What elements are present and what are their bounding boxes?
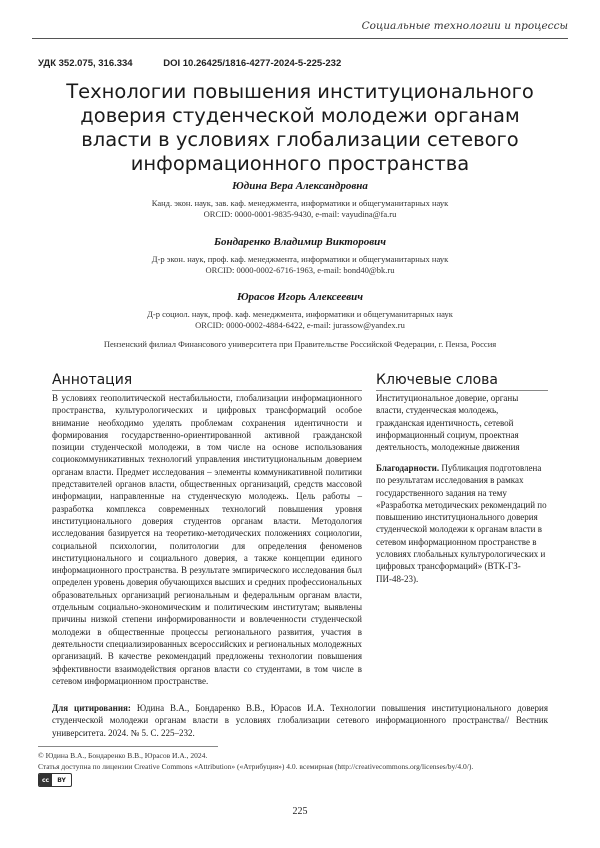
citation-text: Юдина В.А., Бондаренко В.В., Юрасов И.А. Технологии повышения институционального доверия студенческой молодежи органам власти в условиях глобализации сетевого информационного пространства// Вестник университета. 2024. № 5. С. 225–232. xyxy=(52,703,548,738)
keywords-heading: Ключевые слова xyxy=(376,372,498,388)
abstract-rule xyxy=(52,390,362,391)
author-block xyxy=(100,291,500,331)
license-notice: Статья доступна по лицензии Creative Commons «Attribution» («Атрибуция») 4.0. всемирная (http://creativecommons.org/licenses/by/4.0/). xyxy=(38,762,474,771)
citation-label: Для цитирования: xyxy=(52,703,131,713)
author-name: Бондаренко Владимир Викторович xyxy=(213,236,386,248)
author-degree: Канд. экон. наук, зав. каф. менеджмента, информатики и общегуманитарных наук xyxy=(151,198,449,208)
by-icon: BY xyxy=(57,776,66,784)
copyright-notice: © Юдина В.А., Бондаренко В.В., Юрасов И.А., 2024. xyxy=(38,751,208,760)
author-name: Юрасов Игорь Алексеевич xyxy=(236,291,364,303)
footnote-rule xyxy=(38,746,218,747)
author-name: Юдина Вера Александровна xyxy=(232,180,368,192)
page-number: 225 xyxy=(292,806,308,817)
header-rule xyxy=(32,38,568,39)
acknowledgement-label: Благодарности. xyxy=(376,463,440,473)
acknowledgement-text: Публикация подготовлена по результатам исследования в рамках государственного задания на тему «Разработка методических рекомендаций по повышению институционального доверия студенческой молодежи к органам власти в сетевом информационном пространстве в условиях глобальных культурологических и цифровых трансформаций» (ВТК-ГЗ-ПИ-48-23). xyxy=(376,463,547,584)
citation xyxy=(52,702,548,739)
acknowledgement xyxy=(376,462,548,585)
author-block xyxy=(100,236,500,276)
udk-code: УДК 352.075, 316.334 xyxy=(38,58,133,69)
author-degree: Д-р социол. наук, проф. каф. менеджмента, информатики и общегуманитарных наук xyxy=(147,309,453,319)
article-title: Технологии повышения институционального доверия студенческой молодежи органам власти в условиях глобализации сетевого информационного пространства xyxy=(66,80,534,175)
cc-icon: cc xyxy=(39,774,52,786)
keywords-rule xyxy=(376,390,548,391)
abstract-text: В условиях геополитической нестабильности, глобализации информационного пространства, культурологических и цифровых трансформаций особое внимание необходимо уделять проблемам сохранения идентичности и формирования государственно-ориентированной активной гражданской позиции студенческой молодежи, в том числе на основе использования социокоммуникативных технологий управления институциональным доверием органам власти. Предмет исследования – элементы коммуникативной политики представителей органов власти, общественных организаций, средств массовой информации, направленные на студенческую молодежь. Цель работы – разработка комплекса современных технологий повышения уровня институционального доверия студентов органам власти. Методология исследования базируется на теоретико-методических положениях социологии, социальной психологии, политологии для определения феноменов институционального и социального доверия, а также концепции единого информационного пространства. В результате эмпирического исследования был определен уровень доверия обучающихся высших и средних профессиональных образовательных организаций региональным и федеральным органам власти, отдельным социально-экономическим и политическим институтам; выявлены причины низкой степени информированности и вовлеченности студенческой молодежи в общественные процессы регионального развития, участия в деятельности специализированных всероссийских и региональных молодежных организаций. В качестве рекомендаций предложены технологии повышения эффективности взаимодействия органов власти со студентами, в том числе в сетевом информационном пространстве. xyxy=(52,393,362,686)
cc-by-license-icon[interactable] xyxy=(38,773,72,787)
author-orcid: ORCID: 0000-0002-4884-6422, e-mail: jurassow@yandex.ru xyxy=(195,320,405,330)
author-orcid: ORCID: 0000-0002-6716-1963, e-mail: bond40@bk.ru xyxy=(205,265,395,275)
author-degree: Д-р экон. наук, проф. каф. менеджмента, информатики и общегуманитарных наук xyxy=(151,254,449,264)
affiliation: Пензенский филиал Финансового университета при Правительстве Российской Федерации, г. Пенза, Россия xyxy=(103,339,497,349)
abstract-heading: Аннотация xyxy=(52,372,133,388)
keywords-text: Институциональное доверие, органы власти, студенческая молодежь, гражданская идентичность, сетевой информационный социум, проектная деятельность, молодежные движения xyxy=(376,393,520,453)
article-codes xyxy=(38,58,369,69)
author-block xyxy=(100,180,500,220)
doi-code: DOI 10.26425/1816-4277-2024-5-225-232 xyxy=(163,58,342,69)
running-head: Социальные технологии и процессы xyxy=(361,20,568,32)
author-orcid: ORCID: 0000-0001-9835-9430, e-mail: vayudina@fa.ru xyxy=(203,209,397,219)
